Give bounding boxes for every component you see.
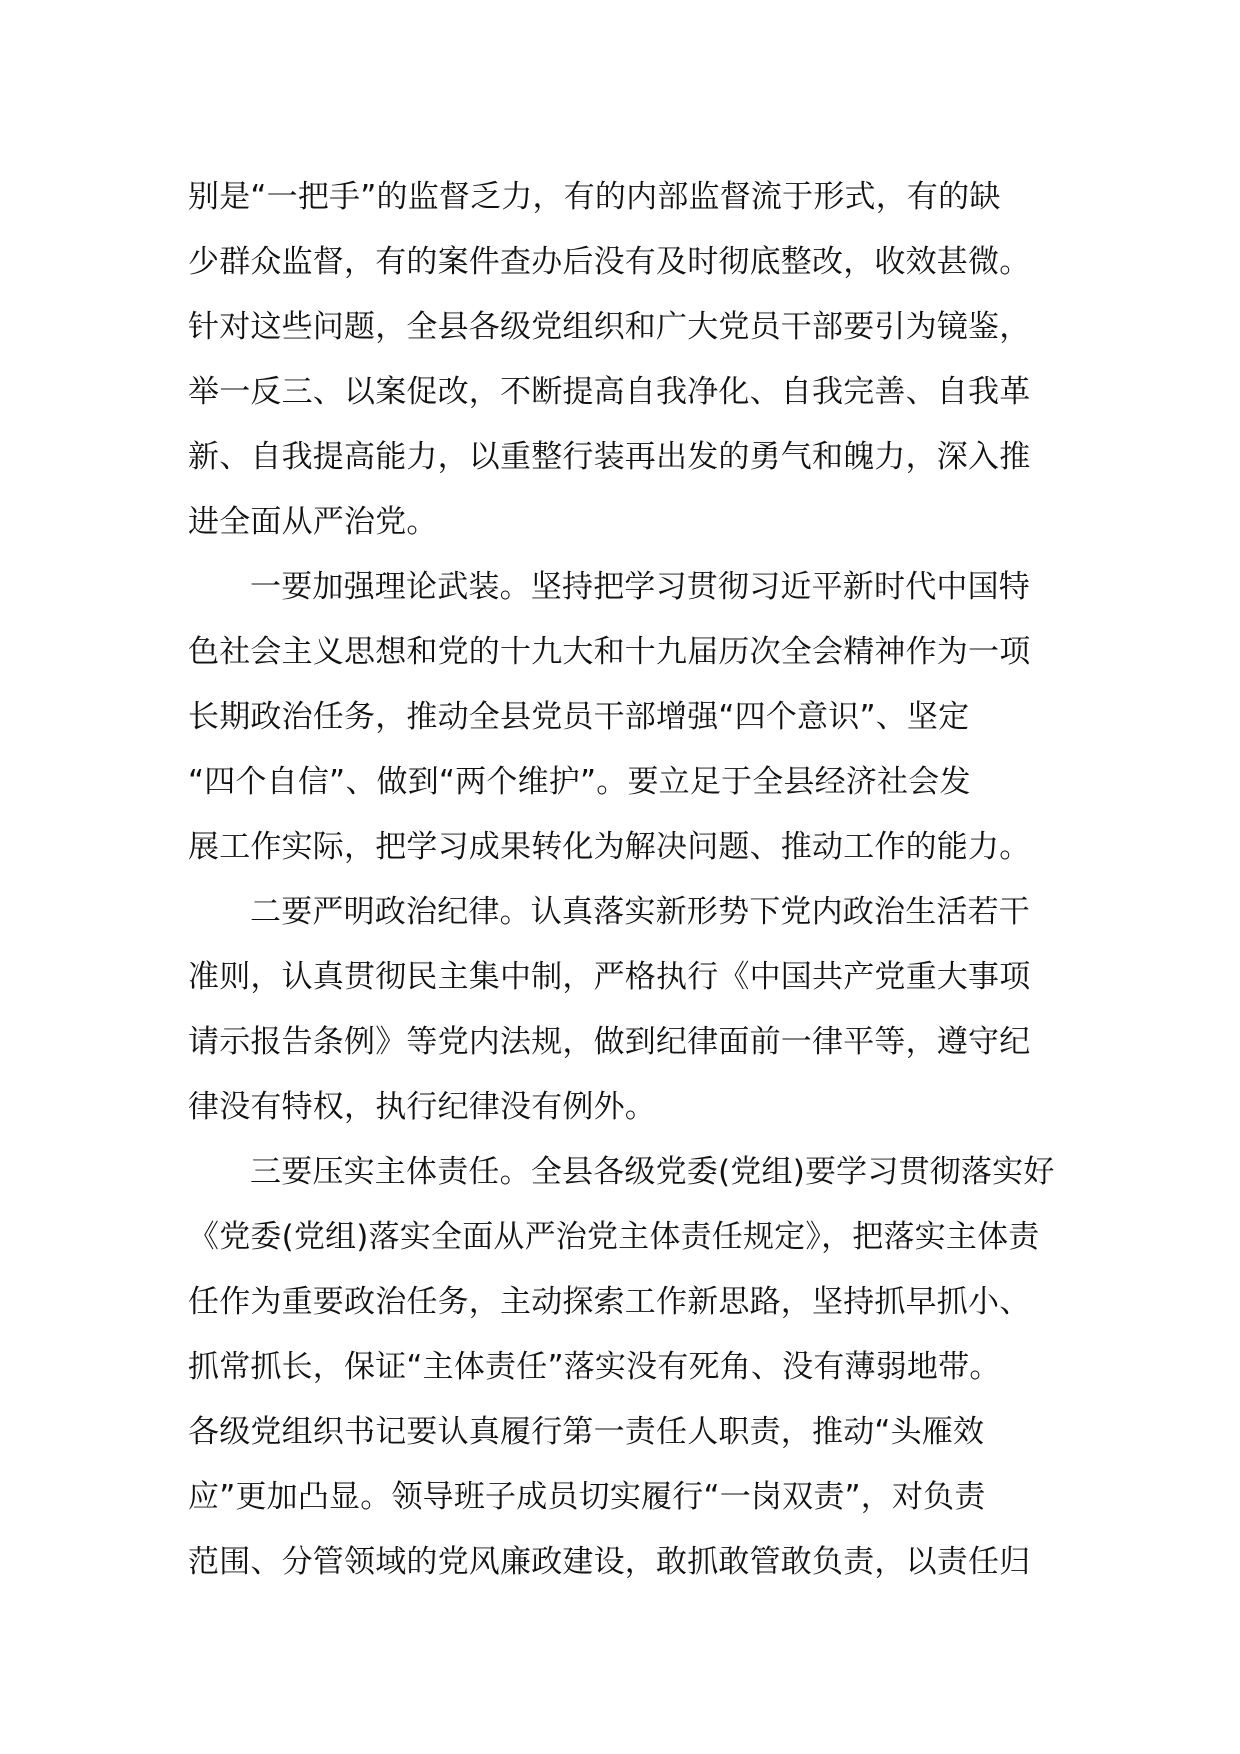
text-line: 展工作实际，把学习成果转化为解决问题、推动工作的能力。 bbox=[188, 829, 1031, 865]
text-line: 任作为重要政治任务，主动探索工作新思路，坚持抓早抓小、 bbox=[188, 1284, 1031, 1320]
text-line: 范围、分管领域的党风廉政建设，敢抓敢管敢负责，以责任归 bbox=[188, 1544, 1031, 1580]
text-line: 律没有特权，执行纪律没有例外。 bbox=[188, 1089, 656, 1125]
text-line: 准则，认真贯彻民主集中制，严格执行《中国共产党重大事项 bbox=[188, 959, 1031, 995]
text-line: 别是“一把手”的监督乏力，有的内部监督流于形式，有的缺 bbox=[188, 179, 1001, 215]
text-line: 抓常抓长，保证“主体责任”落实没有死角、没有薄弱地带。 bbox=[188, 1349, 1001, 1385]
paragraph-start-line: 一要加强理论武装。坚持把学习贯彻习近平新时代中国特 bbox=[250, 569, 1030, 605]
document-body bbox=[188, 165, 1068, 1595]
text-line: 色社会主义思想和党的十九大和十九届历次全会精神作为一项 bbox=[188, 634, 1031, 670]
text-line: 少群众监督，有的案件查办后没有及时彻底整改，收效甚微。 bbox=[188, 244, 1031, 280]
text-line: 新、自我提高能力，以重整行装再出发的勇气和魄力，深入推 bbox=[188, 439, 1031, 475]
text-line: 举一反三、以案促改，不断提高自我净化、自我完善、自我革 bbox=[188, 374, 1031, 410]
text-line: 请示报告条例》等党内法规，做到纪律面前一律平等，遵守纪 bbox=[188, 1024, 1031, 1060]
text-line: 应”更加凸显。领导班子成员切实履行“一岗双责”，对负责 bbox=[188, 1479, 986, 1515]
paragraph-start-line: 二要严明政治纪律。认真落实新形势下党内政治生活若干 bbox=[250, 894, 1030, 930]
text-line: “四个自信”、做到“两个维护”。要立足于全县经济社会发 bbox=[188, 764, 971, 800]
text-line: 各级党组织书记要认真履行第一责任人职责，推动“头雁效 bbox=[188, 1414, 985, 1450]
paragraph-start-line: 三要压实主体责任。全县各级党委(党组)要学习贯彻落实好 bbox=[250, 1154, 1055, 1190]
text-line: 针对这些问题，全县各级党组织和广大党员干部要引为镜鉴， bbox=[188, 309, 1031, 345]
text-line: 长期政治任务，推动全县党员干部增强“四个意识”、坚定 bbox=[188, 699, 970, 735]
text-line: 《党委(党组)落实全面从严治党主体责任规定》，把落实主体责 bbox=[188, 1219, 1040, 1255]
text-line: 进全面从严治党。 bbox=[188, 504, 438, 540]
